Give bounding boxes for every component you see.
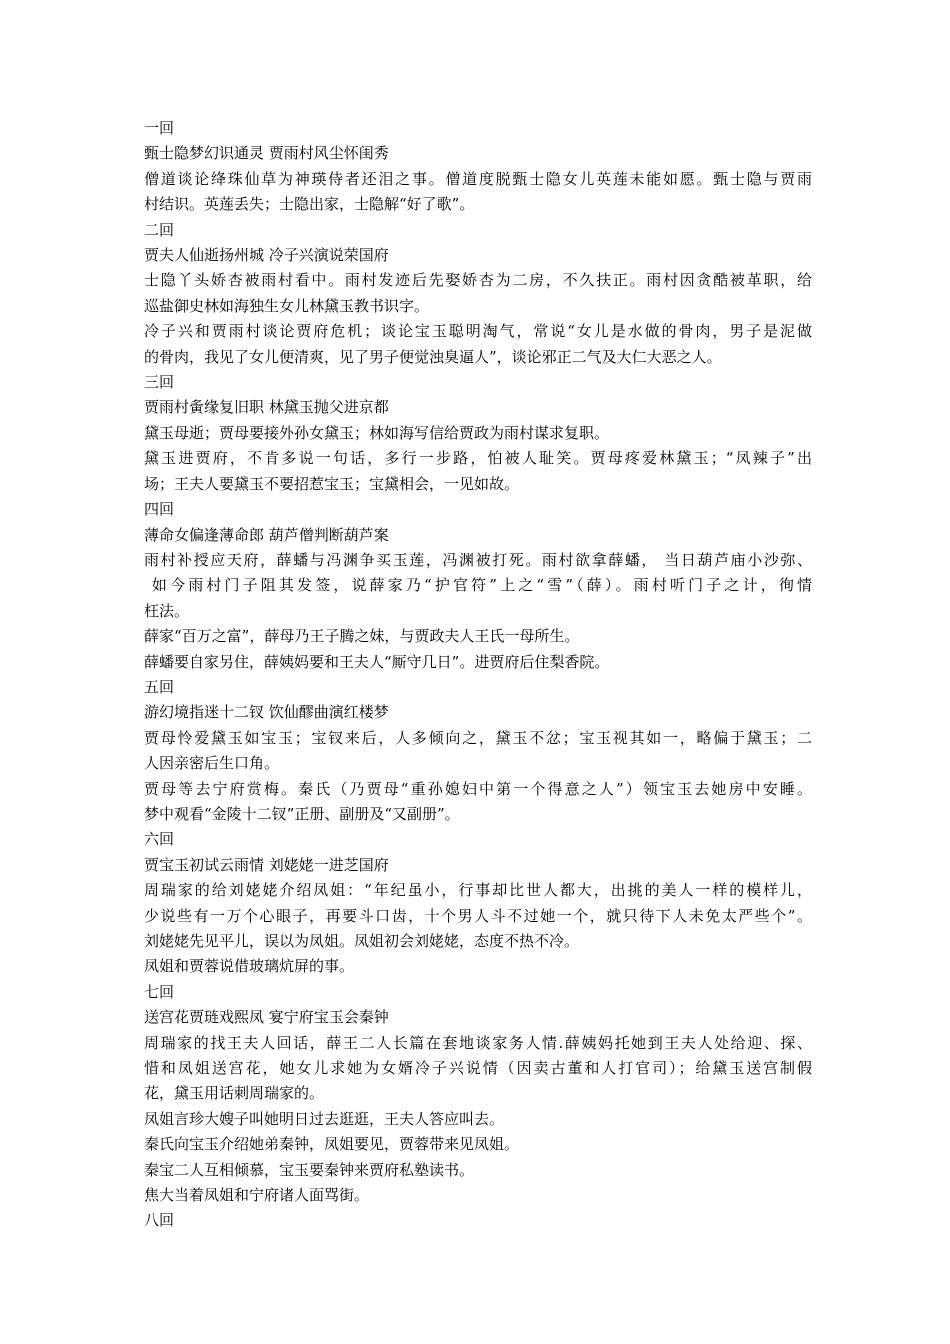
paragraph-line: 人因亲密后生口角。	[144, 754, 280, 773]
chapter-number: 六回	[144, 830, 175, 849]
paragraph-line: 凤姐和贾蓉说借玻璃炕屏的事。	[144, 957, 355, 976]
chapter-title: 游幻境指迷十二钗 饮仙醪曲演红楼梦	[144, 703, 389, 722]
paragraph-line: 僧道谈论绛珠仙草为神瑛侍者还泪之事。僧道度脱甄士隐女儿英莲未能如愿。甄士隐与贾雨	[144, 169, 812, 188]
paragraph-line: 场；王夫人要黛玉不要招惹宝玉；宝黛相会，一见如故。	[144, 474, 520, 493]
paragraph-line: 少说些有一万个心眼子，再要斗口齿，十个男人斗不过她一个，就只待下人未免太严些个”。	[144, 906, 812, 925]
paragraph-line: 士隐丫头娇杏被雨村看中。雨村发迹后先娶娇杏为二房，不久扶正。雨村因贪酷被革职，给	[144, 271, 812, 290]
chapter-number: 一回	[144, 119, 175, 137]
chapter-title: 送宫花贾琏戏熙凤 宴宁府宝玉会秦钟	[144, 1008, 389, 1027]
paragraph-line: 刘姥姥先见平儿，误以为凤姐。凤姐初会刘姥姥，态度不热不冷。	[144, 932, 580, 950]
paragraph-line: 雨村补授应天府，薛蟠与冯渊争买玉莲，冯渊被打死。雨村欲拿薛蟠， 当日葫芦庙小沙弥、	[144, 550, 812, 569]
paragraph-line: 黛玉进贾府，不肯多说一句话，多行一步路，怕被人耻笑。贾母疼爱林黛玉；“凤辣子”出	[144, 449, 812, 468]
chapter-number: 八回	[144, 1211, 175, 1230]
paragraph-line: 贾母怜爱黛玉如宝玉；宝钗来后，人多倾向之，黛玉不忿；宝玉视其如一，略偏于黛玉；二	[144, 728, 812, 747]
paragraph-line: 梦中观看“金陵十二钗”正册、副册及“又副册”。	[144, 804, 460, 823]
paragraph-line: 村结识。英莲丢失；士隐出家，士隐解“好了歌”。	[144, 195, 475, 214]
paragraph-line: 秦氏向宝玉介绍她弟秦钟，凤姐要见，贾蓉带来见凤姐。	[144, 1135, 520, 1154]
paragraph-line: 黛玉母逝；贾母要接外孙女黛玉；林如海写信给贾政为雨村谋求复职。	[144, 423, 610, 442]
paragraph-line: 枉法。	[144, 601, 190, 620]
paragraph-line: 巡盐御史林如海独生女儿林黛玉教书识字。	[144, 296, 430, 315]
chapter-number: 七回	[144, 982, 175, 1001]
paragraph-line: 惜和凤姐送宫花，她女儿求她为女婿冷子兴说情（因卖古董和人打官司）；给黛玉送宫制假	[144, 1059, 812, 1078]
paragraph-line: 的骨肉，我见了女儿便清爽，见了男子便觉浊臭逼人”，谈论邪正二气及大仁大恶之人。	[144, 347, 722, 366]
chapter-number: 三回	[144, 373, 175, 392]
chapter-number: 四回	[144, 500, 175, 519]
paragraph-line: 薛家“百万之富”，薛母乃王子腾之妹，与贾政夫人王氏一母所生。	[144, 627, 580, 646]
paragraph-line: 薛蟠要自家另住，薛姨妈要和王夫人“厮守几日”。进贾府后住梨香院。	[144, 652, 610, 671]
paragraph-line: 焦大当着凤姐和宁府诸人面骂街。	[144, 1186, 370, 1205]
chapter-number: 五回	[144, 677, 175, 696]
chapter-title: 薄命女偏逢薄命郎 葫芦僧判断葫芦案	[144, 525, 389, 544]
paragraph-line: 秦宝二人互相倾慕，宝玉要秦钟来贾府私塾读书。	[144, 1160, 475, 1179]
paragraph-line: 如今雨村门子阻其发签，说薛家乃“护官符”上之“雪”（薛）。雨村听门子之计，徇情	[144, 576, 812, 595]
chapter-title: 贾夫人仙逝扬州城 冷子兴演说荣国府	[144, 246, 389, 265]
paragraph-line: 贾母等去宁府赏梅。秦氏（乃贾母“重孙媳妇中第一个得意之人”）领宝玉去她房中安睡。	[144, 779, 812, 798]
paragraph-line: 周瑞家的找王夫人回话，薛王二人长篇在套地谈家务人情.薛姨妈托她到王夫人处给迎、探、	[144, 1033, 812, 1052]
paragraph-line: 凤姐言珍大嫂子叫她明日过去逛逛，王夫人答应叫去。	[144, 1109, 505, 1128]
chapter-title: 贾雨村夤缘复旧职 林黛玉抛父进京都	[144, 398, 389, 417]
paragraph-line: 周瑞家的给刘姥姥介绍凤姐：“年纪虽小，行事却比世人都大，出挑的美人一样的模样儿，	[144, 881, 812, 900]
chapter-number: 二回	[144, 220, 175, 239]
paragraph-line: 冷子兴和贾雨村谈论贾府危机；谈论宝玉聪明淘气，常说“女儿是水做的骨肉，男子是泥做	[144, 322, 812, 341]
document-page	[144, 116, 812, 1234]
paragraph-line: 花，黛玉用话刺周瑞家的。	[144, 1084, 325, 1103]
chapter-title: 贾宝玉初试云雨情 刘姥姥一进芝国府	[144, 855, 389, 874]
chapter-title: 甄士隐梦幻识通灵 贾雨村风尘怀闺秀	[144, 144, 389, 163]
